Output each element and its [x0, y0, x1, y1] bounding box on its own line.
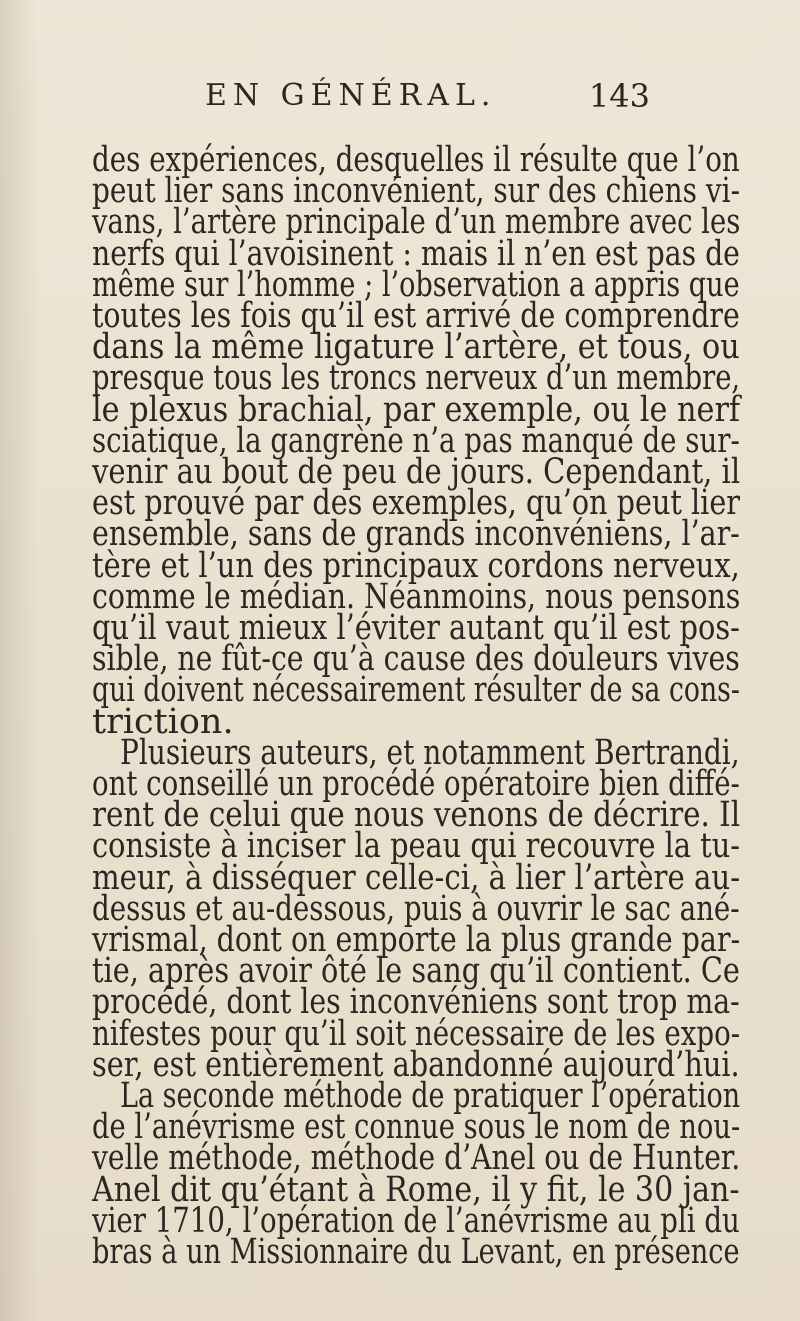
text-line: La seconde méthode de pratiquer l’opération — [120, 1076, 741, 1116]
text-line: qu’il vaut mieux l’éviter autant qu’il est pos- — [92, 608, 740, 648]
text-line: peut lier sans inconvénient, sur des chiens vi- — [92, 171, 741, 212]
text-line: tère et l’un des principaux cordons nerveux, — [92, 545, 740, 586]
text-line: vier 1710, l’opération de l’anévrisme au pli du — [92, 1200, 740, 1241]
text-line: meur, à disséquer celle-ci, à lier l’artère au- — [92, 857, 741, 898]
text-line: est prouvé par des exemples, qu’on peut lier — [92, 483, 740, 524]
text-line: qui doivent nécessairement résulter de sa cons- — [92, 670, 740, 711]
text-line: vans, l’artère principale d’un membre avec les — [92, 202, 741, 243]
text-line: venir au bout de peu de jours. Cependant, il — [92, 452, 741, 492]
text-line: consiste à inciser la peau qui recouvre la tu- — [92, 826, 740, 867]
text-line: Plusieurs auteurs, et notamment Bertrandi, — [120, 732, 740, 773]
text-line: nerfs qui l’avoisinent : mais il n’en est pas de — [92, 233, 740, 274]
text-line: même sur l’homme ; l’observation a appris que — [92, 264, 740, 305]
text-line: procédé, dont les inconvéniens sont trop ma- — [92, 982, 740, 1023]
text-line: tie, après avoir ôté le sang qu’il contient. Ce — [92, 951, 740, 992]
text-line: dans la même ligature l’artère, et tous, ou — [92, 327, 740, 368]
text-line: ser, est entièrement abandonné aujourd’hui. — [92, 1044, 740, 1085]
text-line: ensemble, sans de grands inconvéniens, l’ar- — [92, 514, 740, 555]
page-number: 143 — [588, 77, 650, 115]
running-header: EN GÉNÉRAL. — [205, 78, 497, 113]
text-line: le plexus brachial, par exemple, ou le nerf — [92, 389, 741, 430]
page-fold-shadow — [0, 0, 40, 1321]
text-line: sciatique, la gangrène n’a pas manqué de sur- — [92, 420, 740, 461]
text-line: vrismal, dont on emporte la plus grande par- — [92, 920, 741, 960]
text-line: ont conseillé un procédé opératoire bien diffé- — [92, 764, 740, 804]
text-line: triction. — [92, 701, 234, 742]
text-line: sible, ne fût-ce qu’à cause des douleurs vives — [92, 639, 740, 680]
text-line: toutes les fois qu’il est arrivé de comprendre — [92, 296, 740, 336]
text-line: de l’anévrisme est connue sous le nom de nou- — [92, 1107, 741, 1148]
text-line: comme le médian. Néanmoins, nous pensons — [92, 576, 741, 617]
text-line: Anel dit qu’étant à Rome, il y fit, le 30 jan- — [92, 1169, 740, 1210]
text-line: rent de celui que nous venons de décrire. Il — [92, 795, 741, 836]
text-line: bras à un Missionnaire du Levant, en présence — [92, 1232, 740, 1272]
text-line: dessus et au-dessous, puis à ouvrir le sac ané- — [92, 888, 740, 929]
text-line: des expériences, desquelles il résulte que l’on — [92, 140, 740, 180]
text-line: velle méthode, méthode d’Anel ou de Hunter. — [92, 1138, 741, 1179]
text-line: nifestes pour qu’il soit nécessaire de les expo- — [92, 1013, 741, 1054]
text-line: presque tous les troncs nerveux d’un membre, — [92, 358, 741, 399]
